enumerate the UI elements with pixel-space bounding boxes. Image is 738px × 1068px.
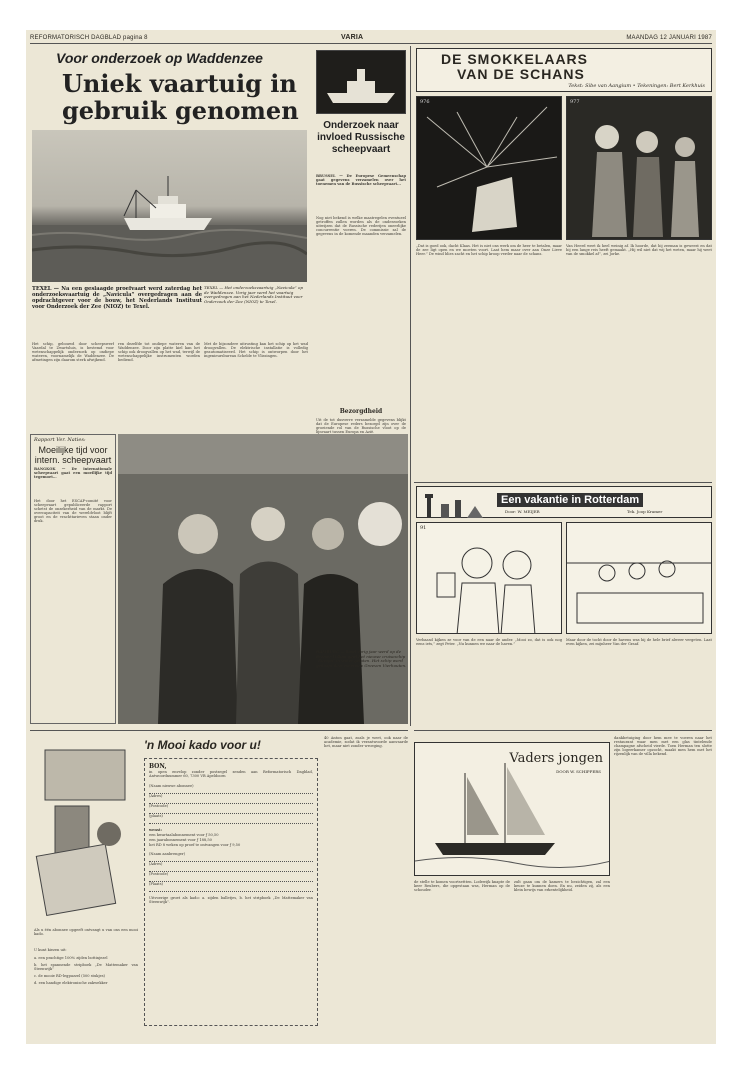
smokkelaars-credits: Tekst: Sibe van Aangium • Tekeningen: Bert Kerkhuis (568, 83, 705, 89)
header-rule (30, 43, 712, 44)
rotterdam-artist: Tek. Joop Kramer (627, 509, 663, 514)
option-jaar[interactable]: een jaarabonnement voor ƒ 188,50 (149, 838, 212, 842)
coupon-intro: in open envelop zonder postzegel zenden aan Reformatorisch Dagblad, Antwoordnummer 60, 7300 VB Apeldoorn (149, 770, 313, 779)
option-proef[interactable]: het RD 8 weken op proef te ontvangen voor ƒ 9,50 (149, 843, 241, 847)
vader-column-2: de stelle te komen voortsettten. Lodewijk knapte de keer Reubers, die opgestaan was, Herman op de schouder. (414, 880, 510, 893)
vader-column-1 (324, 736, 408, 1036)
field-name[interactable]: (Naam nieuwe abonnee) (149, 784, 313, 794)
smokkelaars-frame-1 (416, 96, 562, 240)
rotterdam-title: Een vakantie in Rotterdam (497, 493, 643, 507)
children-drawing (417, 523, 562, 634)
ship-illustration (32, 130, 307, 282)
newspaper-page (26, 30, 716, 1044)
skyline-icon (419, 488, 489, 518)
vader-column-4: dankbetuiging door hem mee te voeren naar het restaurant waar men met een glas tintelende champagne afscheid vierde. Toen Herman ten slotte zijn logeerkamer opzocht, maakt men hem met het rijzenlijk van de villa bekend. (614, 736, 712, 757)
vader-column-3: zult gaan om de kamers te bezichtigen, zal een keuze te kunnen doen. En nu, zeiden zij, als een klein bewijs van erkentelijkheid. (514, 880, 610, 893)
escap-label: Rapport Ver. Naties: (34, 437, 86, 443)
field-referrer-name[interactable]: (Naam aanbrenger) (149, 852, 313, 862)
russia-subhead: Bezorgdheid (339, 408, 383, 415)
smokkelaars-title-1: DE SMOKKELAARS (441, 51, 589, 67)
vader-author: DOOR W. SCHIPPERS (556, 769, 601, 774)
rotterdam-author: Door: W. MEIJER (505, 509, 540, 514)
vader-illustration (414, 742, 610, 876)
coupon-wenst: wenst: (149, 828, 163, 832)
wadden-body-1: Het schip, gebouwd door scheepswerf Vaardal te Zwartsluis, is bestemd voor wetenschappelijk onderzoek op ondiepe wateren, voornamelijk de Waddenzee. De afmetingen zijn daarom sterk afwijkend. (32, 342, 114, 363)
escap-body: Het door het ESCAP-comité voor scheepvaart gepubliceerde rapport schetst de onzekerheid van de markt. De overcapaciteit van de wereldvloot blijft groot en de vrachttarieven staan onder druk. (34, 499, 112, 524)
smokkelaars-title-2: VAN DE SCHANS (457, 66, 585, 82)
field-referrer-address[interactable]: (Adres) (149, 862, 313, 872)
russia-body: Nog niet bekend is welke maatregelen eventueel getroffen zullen worden als de onderzoeken uitwijzen dat de Russische rederijen oneerlijke concurrentie voeren. De commissie zal de gegevens in de komende maanden verzamelen. (316, 216, 406, 237)
smokkelaars-frame-2 (566, 96, 712, 240)
strip-divider (414, 482, 712, 483)
kado-left (30, 734, 140, 1040)
field-referrer-postcode[interactable]: (Postcode) (149, 872, 313, 882)
vader-body: Anton gaat, zoals je weet, ook naar de academie, zodat ik verantwoorde aanvaarde het, maar niet zonder wroeging. (324, 736, 408, 749)
coupon-footnote: Uitvoerige groet als kado: a. zijden balletjes, b. het stripboek „De Mattemaker van Steenwijk”. (149, 896, 313, 905)
russia-body-2: Uit de tot dusverre verzamelde gegevens blijkt dat de Europese reders bezorgd zijn over de groeiende rol van de Russische vloot op de lijnvaart tussen Europa en Azië. (316, 418, 406, 435)
escap-box (30, 434, 116, 724)
field-referrer-city[interactable]: (Plaats) (149, 882, 313, 892)
wadden-lead: TEXEL — Na een geslaagde proefvaart werd zaterdag het onderzoeksvaartuig de „Navicula” overgedragen aan de opdrachtgever voor de bouw, het Nederlands Instituut voor Onderzoek der Zee (NIOZ) te Texel. (32, 286, 202, 310)
rotterdam-frame-1 (416, 522, 562, 634)
frame-number: 91 (420, 525, 427, 531)
header-date: MAANDAG 12 JANUARI 1987 (626, 35, 712, 41)
bottom-divider (30, 730, 408, 731)
kado-choices-label: U kunt kiezen uit: (34, 948, 67, 952)
wadden-photo-caption: TEXEL — Het onderzoeksvaartuig „Navicula” op de Waddenzee. Vorig jaar werd het vaartuig overgedragen aan het Nederlands Instituut voor Onderzoek der Zee (NIOZ) te Texel. (204, 286, 303, 304)
russia-dateline: BRUSSEL — De Europese Gemeenschap gaat gegevens verzamelen over het toenemen van de Russische scheepvaart... (316, 174, 406, 187)
kado-choice: d. een handige elektronische zakwekker (34, 981, 108, 985)
escap-headline: Moeilijke tijd voor intern. scheepvaart (34, 445, 112, 465)
ship-photo (32, 130, 307, 282)
rotterdam-frame-2 (566, 522, 712, 634)
coupon-form (144, 758, 318, 1026)
russia-headline: Onderzoek naar invloed Russische scheepvaart (317, 120, 405, 155)
column-divider (410, 46, 411, 726)
figures-drawing (567, 97, 712, 240)
wadden-body-2: ren dezelfde tot ondiepe wateren van de Waddenzee. Door zijn platte kiel kan het schip ook droogvallen op het wad, terwijl de wetenschappelijke instrumenten worden bediend. (118, 342, 200, 363)
wadden-body-3: Met de bijzondere uitrusting kan het schip op het wad droogvallen. De elektrische installatie is volledig geautomatiseerd. Het schip is ontworpen door het ingenieursbureau Schelde te Vlissingen. (204, 342, 308, 359)
field-postcode[interactable]: (Postcode) (149, 804, 313, 814)
vader-title: Vaders jongen (509, 751, 603, 766)
smokkelaars-text-2: Van Heerd weet ik heel weinig af. Ik hoorde, dat hij zeeman is geweest en dat hij een lange reis heeft gemaakt. „Hij wil niet dat wij het weten, maar hij weet van de smokkel af”, zei Jorke. (566, 244, 712, 257)
kado-coupon (144, 738, 318, 1038)
field-city[interactable]: (plaats) (149, 814, 313, 824)
bottom-divider-right (414, 730, 712, 731)
night-sea-drawing (417, 97, 562, 240)
coupon-bon: BON, (149, 763, 167, 770)
kado-left-text: Als u één abonnee opgeeft ontvangt u van ons een mooi kado. (34, 928, 138, 937)
column-number: 40 (324, 736, 329, 740)
smokkelaars-banner (416, 48, 712, 92)
header-left: REFORMATORISCH DAGBLAD pagina 8 (30, 35, 148, 41)
kado-choice: b. het spannende stripboek „De Mattemaker van Steenwijk” (34, 963, 138, 972)
ship-silhouette-icon (317, 51, 405, 113)
harbour-drawing (567, 523, 712, 634)
option-kwartaal[interactable]: een kwartaalabonnement voor ƒ 50,50 (149, 833, 219, 837)
russia-illustration (316, 50, 406, 114)
frame-number: 977 (570, 99, 580, 105)
frame-number: 976 (420, 99, 430, 105)
gifts-illustration (35, 740, 135, 920)
kado-choice: a. een prachtige 100% zijden bottinjezel (34, 956, 108, 960)
wadden-kicker: Voor onderzoek op Waddenzee (56, 50, 263, 66)
hamburg-caption: HAMBURG — Rond vorig jaar werd op de Bremer Vulkan gerd het nieuwe cruiseschip „Europa” in water gelaten. Het schip werd gedoopt door mevrouw Greeven Vierhouten. (316, 650, 407, 668)
wadden-headline: Uniek vaartuig in gebruik genomen (62, 69, 299, 125)
smokkelaars-text-1: „Dat is goed ook, dacht Klaas. Het is niet ons werk om de heer te betalen, maar de zee ligt open en we moeten voort. Laat hem maar over aan Onze Lieve Heer.” De wind blies zacht en het schip kroop verder naar de schans. (416, 244, 562, 257)
header-section: VARIA (341, 34, 364, 41)
field-address[interactable]: (Adres) (149, 794, 313, 804)
rotterdam-text-2: Maar door de tocht door de havens was hij de hele brief alweer vergeten. Laat even kijken, zei mijnheer Van der Graaf. (566, 638, 712, 647)
rotterdam-banner (416, 486, 712, 518)
rotterdam-text-1: Verbaasd kijken ze voor van de een naar de ander. „Mooi zo, dat is ook nog eens iets,” zegt Peter. „Nu kunnen we naar de haven.” (416, 638, 562, 647)
escap-dateline: BANGKOK — De internationale scheepvaart gaat een moeilijke tijd tegemoet... (34, 467, 112, 480)
kado-choice: c. de mooie RD-legpuzzel (500 stukjes) (34, 974, 105, 978)
kado-title: 'n Mooi kado voor u! (144, 738, 261, 752)
